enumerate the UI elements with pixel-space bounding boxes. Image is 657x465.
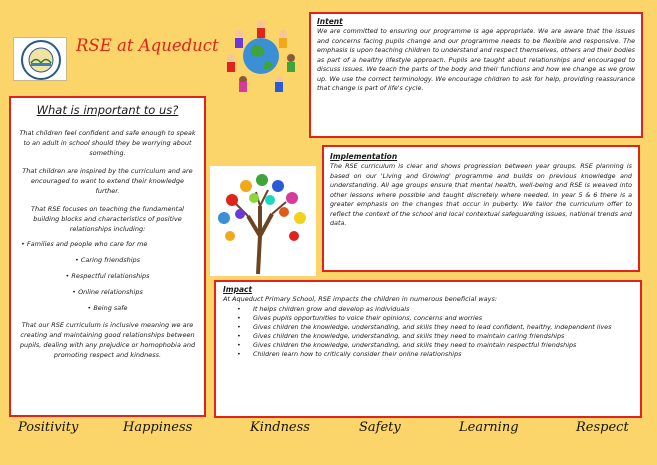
list-item: • Gives pupils opportunities to voice their opinions, concerns and worries bbox=[237, 314, 483, 322]
value-happiness: Happiness bbox=[123, 420, 193, 435]
value-respect: Respect bbox=[576, 420, 629, 435]
list-item: • Gives children the knowledge, understanding, and skills they need to maintain caring friendships bbox=[237, 332, 565, 340]
important-paragraph: That children feel confident and safe enough to speak to an adult in school should they be worrying about something. bbox=[19, 129, 196, 157]
list-item: • Children learn how to critically consider their online relationships bbox=[237, 350, 462, 358]
implementation-panel bbox=[322, 145, 640, 272]
list-item: • Gives children the knowledge, understanding, and skills they need to maintain respectful friendships bbox=[237, 341, 577, 349]
list-item: • Being safe bbox=[87, 304, 128, 312]
hand-tree-image bbox=[210, 166, 316, 276]
implementation-heading: Implementation bbox=[330, 152, 398, 161]
list-item: • Families and people who care for me bbox=[21, 240, 148, 248]
list-item: • It helps children grow and develop as individuals bbox=[237, 305, 410, 313]
important-title: What is important to us? bbox=[36, 103, 179, 117]
impact-heading: Impact bbox=[223, 285, 253, 294]
list-item: • Caring friendships bbox=[74, 256, 141, 264]
important-to-us-panel bbox=[9, 96, 206, 417]
value-safety: Safety bbox=[359, 420, 401, 435]
implementation-text: The RSE curriculum is clear and shows progression between year groups. RSE planning is based on our 'Living and Growing' programme and builds on previous knowledge and understanding. All age groups ensure that mental health, well-being and RSE is weaved into other lessons where possible and taught discretely where needed. In year 5 & 6 there is a greater emphasis on the changes that occur in puberty. We tailor the curriculum offer to reflect the context of the school and local contextual safeguarding issues, national trends and data. bbox=[330, 162, 632, 227]
page-title: RSE at Aqueduct bbox=[76, 36, 219, 55]
intent-text: We are committed to ensuring our programme is age appropriate. We are aware that the issues and concerns facing pupils change and our programme needs to be flexible and responsive. The emphasis is upon teaching children to understand and respect themselves, others and their bodies as part of a healthy lifestyle approach. Pupils are taught about relationships and encouraged to discuss issues. We teach the parts of the body and their functions and how we change as we grow up. We use the correct terminology. We encourage children to ask for help, providing reassurance that change is part of life's cycle. bbox=[317, 27, 635, 92]
important-paragraph: That RSE focuses on teaching the fundamental building blocks and characteristics of positive relationships including: bbox=[31, 205, 184, 233]
important-closing: That our RSE curriculum is inclusive meaning we are creating and maintaining good relationships between pupils, dealing with any prejudice or homophobia and promoting respect and kindness. bbox=[19, 321, 196, 359]
intent-heading: Intent bbox=[317, 17, 343, 26]
impact-list bbox=[223, 305, 633, 359]
important-paragraph: That children are inspired by the curriculum and are encouraged to want to extend their knowledge further. bbox=[22, 167, 193, 195]
children-around-globe-image bbox=[219, 12, 303, 96]
list-item: • Online relationships bbox=[72, 288, 143, 296]
list-item: • Gives children the knowledge, understanding, and skills they need to lead confident, healthy, independent lives bbox=[237, 323, 612, 331]
value-positivity: Positivity bbox=[18, 420, 79, 435]
value-learning: Learning bbox=[459, 420, 519, 435]
list-item: • Respectful relationships bbox=[65, 272, 150, 280]
value-kindness: Kindness bbox=[250, 420, 310, 435]
intent-panel bbox=[309, 12, 643, 138]
impact-intro: At Aqueduct Primary School, RSE impacts the children in numerous beneficial ways: bbox=[223, 295, 498, 303]
school-logo bbox=[13, 37, 67, 81]
impact-panel bbox=[214, 280, 642, 418]
